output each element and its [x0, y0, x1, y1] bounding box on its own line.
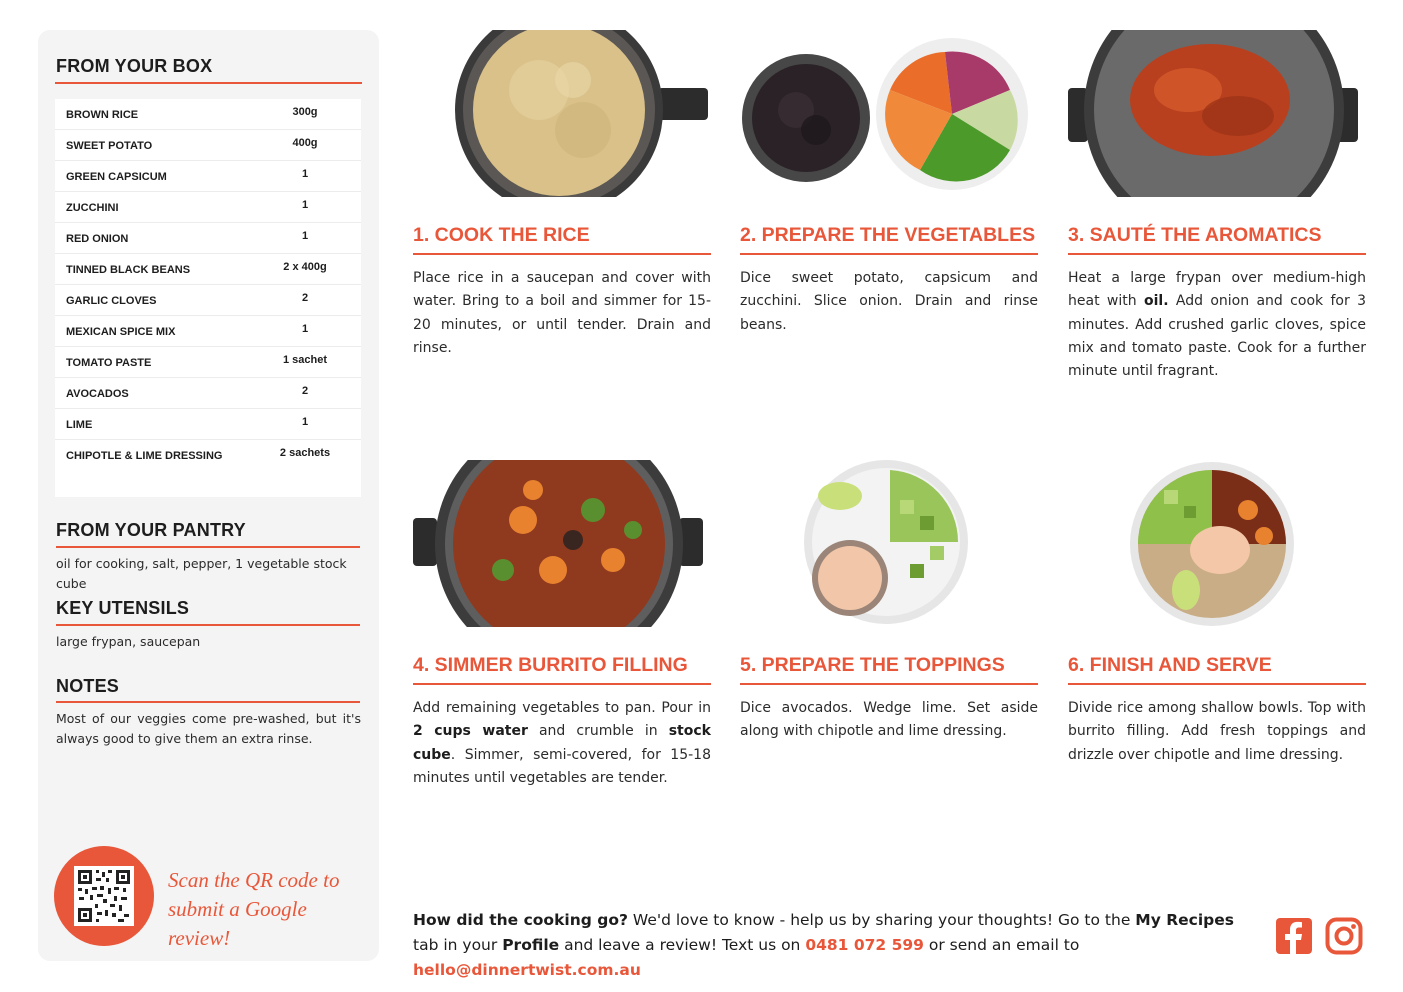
step-title: 1. COOK THE RICE — [413, 224, 590, 246]
from-your-pantry-title: FROM YOUR PANTRY — [56, 520, 246, 540]
step-divider — [413, 253, 711, 255]
ingredient-row — [55, 440, 361, 471]
step-body — [740, 267, 1038, 337]
instagram-icon[interactable] — [1325, 917, 1363, 955]
notes-text: Most of our veggies come pre-washed, but it's always good to give them an extra rinse. — [56, 711, 361, 746]
step-text: Heat a large frypan over medium-high heat with — [1068, 270, 1366, 310]
ingredient-qty: 300g — [292, 106, 318, 118]
key-utensils-title: KEY UTENSILS — [56, 598, 190, 618]
step-divider — [740, 683, 1038, 685]
burrito-filling-pan-photo — [413, 460, 711, 630]
section-divider — [56, 701, 360, 703]
step-text: Dice sweet potato, capsicum and zucchini. Slice onion. Drain and rinse beans. — [740, 270, 1038, 333]
notes-title: NOTES — [56, 676, 120, 696]
prepared-vegetables-photo — [740, 30, 1038, 200]
ingredient-name: TINNED BLACK BEANS — [66, 264, 191, 276]
step-text: Add onion and cook for 3 minutes. Add crushed garlic cloves, spice mix and tomato paste. Cook for a further minute until fragrant. — [1068, 293, 1366, 380]
qr-code-icon[interactable] — [74, 866, 134, 926]
footer-text: and leave a review! Text us on — [559, 936, 806, 954]
step-emphasis: oil. — [1143, 293, 1169, 310]
ingredients-sidebar — [38, 30, 379, 961]
ingredient-name: SWEET POTATO — [66, 140, 153, 152]
qr-caption — [168, 866, 368, 953]
step-body — [413, 697, 711, 790]
finished-burrito-bowl-photo — [1068, 460, 1366, 630]
step-body — [740, 697, 1038, 744]
pantry-text: oil for cooking, salt, pepper, 1 vegetable stock cube — [56, 556, 347, 591]
feedback-footer — [413, 908, 1263, 983]
ingredient-row — [55, 99, 361, 130]
footer-text: We'd love to know - help us by sharing your thoughts! Go to the — [627, 911, 1136, 929]
step-text: Divide rice among shallow bowls. Top with burrito filling. Add fresh toppings and drizzle over chipotle and lime dressing. — [1068, 700, 1366, 763]
ingredient-qty: 400g — [292, 137, 318, 149]
ingredient-name: AVOCADOS — [66, 388, 129, 400]
step-title: 5. PREPARE THE TOPPINGS — [740, 654, 1005, 676]
step-title: 3. SAUTÉ THE AROMATICS — [1068, 224, 1322, 246]
ingredient-name: BROWN RICE — [66, 109, 139, 121]
ingredient-row — [55, 409, 361, 440]
ingredient-name: CHIPOTLE & LIME DRESSING — [66, 450, 223, 462]
ingredient-name: RED ONION — [66, 233, 129, 245]
ingredient-qty: 2 — [301, 385, 309, 397]
ingredient-row — [55, 161, 361, 192]
phone-link[interactable]: 0481 072 599 — [805, 936, 924, 954]
ingredient-qty: 1 — [301, 416, 309, 428]
section-divider — [56, 546, 360, 548]
step-text: and crumble in — [527, 723, 669, 740]
ingredient-qty: 1 sachet — [282, 354, 328, 366]
step-divider — [1068, 683, 1366, 685]
utensils-text: large frypan, saucepan — [56, 634, 201, 649]
step-title: 4. SIMMER BURRITO FILLING — [413, 654, 688, 676]
step-text: Place rice in a saucepan and cover with water. Bring to a boil and simmer for 15-20 minutes, or until tender. Drain and rinse. — [413, 270, 711, 356]
from-your-box-title: FROM YOUR BOX — [56, 56, 213, 76]
qr-caption-line: submit a Google review! — [168, 897, 307, 950]
ingredient-name: MEXICAN SPICE MIX — [66, 326, 176, 338]
ingredients-table — [55, 99, 361, 497]
footer-text: tab in your — [413, 936, 503, 954]
ingredient-qty: 1 — [301, 230, 309, 242]
ingredient-name: ZUCCHINI — [66, 202, 119, 214]
step-text: Dice avocados. Wedge lime. Set aside along with chipotle and lime dressing. — [740, 700, 1038, 740]
facebook-icon[interactable] — [1275, 917, 1313, 955]
ingredient-qty: 1 — [301, 168, 309, 180]
step-title: 2. PREPARE THE VEGETABLES — [740, 224, 1036, 246]
ingredient-row — [55, 378, 361, 409]
ingredient-name: LIME — [66, 419, 93, 431]
step-emphasis: 2 cups water — [413, 723, 528, 740]
email-link[interactable]: hello@dinnertwist.com.au — [413, 961, 641, 979]
section-divider — [56, 624, 360, 626]
ingredient-qty: 2 sachets — [279, 447, 331, 459]
footer-text: or send an email to — [923, 936, 1080, 954]
ingredient-name: GARLIC CLOVES — [66, 295, 157, 307]
cooked-rice-pot-photo — [413, 30, 711, 200]
sauteed-aromatics-pan-photo — [1068, 30, 1366, 200]
ingredient-qty: 2 x 400g — [283, 261, 327, 273]
step-body — [1068, 267, 1366, 383]
qr-code-badge[interactable] — [54, 846, 154, 946]
ingredient-name: GREEN CAPSICUM — [66, 171, 167, 183]
ingredient-qty: 2 — [301, 292, 309, 304]
ingredient-qty: 1 — [301, 323, 309, 335]
step-divider — [413, 683, 711, 685]
my-recipes-tab-label: My Recipes — [1135, 911, 1234, 929]
ingredient-name: TOMATO PASTE — [66, 357, 152, 369]
profile-label: Profile — [502, 936, 560, 954]
step-divider — [740, 253, 1038, 255]
step-emphasis: stock cube — [413, 723, 711, 763]
section-divider — [55, 82, 362, 84]
step-text: . Simmer, semi-covered, for 15-18 minutes until vegetables are tender. — [413, 746, 711, 786]
step-body — [413, 267, 711, 360]
ingredient-row — [55, 316, 361, 347]
step-title: 6. FINISH AND SERVE — [1068, 654, 1272, 676]
step-text: Add remaining vegetables to pan. Pour in — [413, 700, 711, 716]
toppings-plate-photo — [740, 460, 1038, 630]
step-divider — [1068, 253, 1366, 255]
step-body — [1068, 697, 1366, 767]
feedback-question: How did the cooking go? — [413, 911, 628, 929]
ingredient-row — [55, 223, 361, 254]
ingredient-qty: 1 — [301, 199, 309, 211]
ingredient-row — [55, 130, 361, 161]
ingredient-row — [55, 285, 361, 316]
ingredient-row — [55, 254, 361, 285]
ingredient-row — [55, 192, 361, 223]
qr-caption-line: Scan the QR code to — [168, 868, 340, 892]
ingredient-row — [55, 347, 361, 378]
